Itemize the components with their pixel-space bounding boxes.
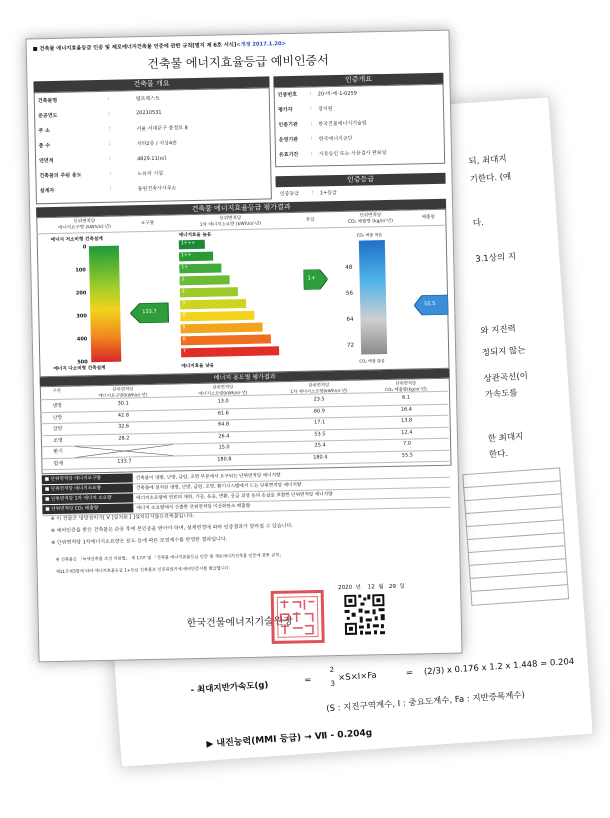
not-applicable-cross (75, 445, 173, 458)
req-tick-label: 0 (82, 244, 87, 251)
formula-eq: = (303, 675, 312, 686)
co2-gradient-bar (351, 238, 393, 357)
definition-term: ■ 단위면적당 에너지요구량 (42, 473, 133, 484)
cert-row-sep: : (310, 150, 313, 157)
usage-cell: 133.7 (117, 457, 132, 465)
definition-desc: 건축물에 설치된 냉방, 난방, 급탕, 조명, 환기시스템에서 드는 단위면적당 에너지량 (135, 482, 302, 492)
eval-title: 건축물 에너지효율등급 평가결과 (36, 199, 446, 218)
usage-cell: 28.2 (118, 434, 130, 442)
usage-cell: 53.5 (314, 430, 326, 438)
overview-row-value: 20210531 (136, 109, 162, 117)
req-tick-label: 400 (76, 336, 88, 343)
usage-cell: 61.6 (217, 409, 230, 417)
bg-text-line: 상관곡선(이 (483, 371, 529, 385)
overview-row-sep: : (108, 125, 111, 132)
grade-band-label: 1 (181, 277, 185, 283)
overview-row-value: 지하2층 / 지상4층 (136, 140, 178, 148)
overview-row-label: 연면적 (39, 157, 54, 165)
overview-row-sep: : (109, 170, 112, 177)
formula-eq2: = (405, 668, 414, 679)
definition-term: ■ 단위면적당 CO₂ 배출량 (42, 503, 133, 514)
usage-row-label: 난방 (52, 414, 63, 421)
grade-value: 1+등급 (319, 190, 337, 197)
legal-text-2: 제11조제3항에 따라 에너지효율등급 1+등급 건축물로 인증되었기에 예비인증서를 발급합니다. (55, 565, 231, 574)
definition-desc: 에너지 소요량에서 산출한 단위면적당 이산화탄소 배출량 (136, 503, 251, 512)
official-seal (270, 589, 325, 644)
usage-cell: 60.9 (313, 407, 326, 415)
formula-label: - 최대지반가속도(g) (190, 680, 269, 696)
eval-col-co2: 단위면적당 CO₂ 배출량 (kg/㎡·년) (347, 213, 394, 225)
grade-band (180, 299, 246, 309)
result-line: ▶ 내진능력(MMI 등급) → Ⅶ - 0.204g (206, 728, 373, 750)
cert-row-label: 인증기관 (278, 121, 298, 129)
cert-row-label: 평가자 (278, 106, 293, 114)
usage-cell: 42.8 (117, 411, 130, 419)
bg-text-line: 다. (472, 218, 485, 229)
note-correction: ※ 단위면적당 1차에너지소요량은 용도 등에 따른 보정계수를 반영한 결과입니다. (51, 536, 228, 547)
cert-row-value: 장지원 (317, 106, 333, 113)
usage-cell: 17.1 (313, 419, 326, 426)
formula-frac-den: 3 (330, 679, 336, 688)
grade-band-label: 2 (181, 289, 185, 295)
usage-cell: 32.6 (118, 423, 130, 430)
co2-bottom-label: CO₂ 배출 많음 (359, 358, 385, 364)
cert-row-sep: : (309, 105, 312, 112)
eval-col-primary: 단위면적당 1차 에너지소요량 (kWh/㎡·년) (199, 216, 262, 228)
usage-cell: 13.8 (400, 417, 413, 424)
req-tick-label: 500 (77, 359, 88, 366)
usage-cell: 25.4 (314, 442, 326, 449)
overview-row-sep: : (108, 155, 111, 162)
bg-text-line: 3.1상의 지 (474, 251, 517, 265)
definition-term: ■ 단위면적당 에너지소요량 (42, 483, 133, 494)
formula-frac-num: 2 (329, 665, 335, 674)
cert-row-value: 한국에너지공단 (318, 135, 353, 143)
overview-row-label: 주 소 (38, 128, 50, 135)
cert-row-label: 유효기간 (278, 151, 299, 159)
bg-text-line: 한다. (488, 448, 509, 461)
grade-top-label: 에너지효율 높음 (178, 232, 212, 239)
usage-cell: 180.4 (313, 453, 328, 461)
cert-row-sep: : (310, 135, 313, 142)
cert-row-label: 운영기관 (278, 136, 299, 144)
req-arrow-value: 133.7 (142, 308, 157, 316)
overview-row-sep: : (107, 95, 110, 102)
req-tick-label: 100 (75, 267, 86, 274)
usage-cell: 13.0 (217, 398, 229, 405)
bg-text-line: 와 지진력 (480, 324, 517, 337)
usage-row-label: 합계 (53, 460, 64, 467)
grade-band (181, 323, 263, 334)
co2-top-label: CO₂ 배출 적음 (356, 232, 383, 238)
issue-year-unit: 년 (355, 584, 361, 591)
cert-row-value: 한국건물에너지기술원 (318, 120, 367, 128)
usage-row-label: 환기 (53, 448, 64, 456)
overview-row-sep: : (109, 185, 112, 192)
req-tick-label: 200 (75, 290, 87, 297)
certificate-title: 건축물 에너지효율등급 예비인증서 (147, 53, 329, 71)
grade-band (180, 275, 230, 285)
bg-text-line: 기한다. (예 (469, 172, 512, 185)
note-preliminary: ※ 예비인증을 받은 건축물은 준공 후에 본인증을 받아야 하며, 설계변경에 따라 인증결과가 달라질 수 있습니다. (50, 523, 293, 535)
grade-band (180, 287, 238, 297)
bg-text-line: 되, 최대지 (468, 154, 507, 168)
grade-band (180, 311, 254, 322)
grade-band (181, 334, 271, 345)
grade-band-label: 1+ (181, 265, 189, 271)
usage-cell: 30.1 (117, 400, 129, 407)
usage-header-cell: 단위면적당 CO₂ 배출량(kg/㎡·년) (385, 381, 427, 394)
usage-cell: 12.4 (401, 428, 413, 436)
formula-value: (2/3) x 0.176 x 1.2 x 1.448 = 0.204 (423, 656, 575, 678)
overview-row-label: 층 수 (38, 143, 51, 150)
grade-band-label: 1+++ (180, 241, 196, 247)
eval-col-requirement: 단위면적당 에너지요구량 (kWh/㎡·년) (58, 219, 111, 231)
usage-row-label: 조명 (53, 437, 63, 444)
usage-cell: 15.0 (218, 444, 230, 451)
usage-cell: 23.5 (313, 396, 325, 403)
usage-row-label: 냉방 (52, 402, 63, 410)
co2-gradient-rect (359, 240, 387, 355)
usage-cell: 180.8 (217, 455, 232, 463)
usage-cell: 16.4 (400, 405, 412, 413)
definition-term: ■ 단위면적당 1차 에너지 소요량 (42, 493, 133, 504)
bg-text-line: 한 최대지 (487, 431, 524, 445)
co2-tick-label: 72 (346, 342, 355, 349)
usage-header-cell: 단위면적당 1차 에너지소요량(kWh/㎡·년) (290, 383, 348, 396)
overview-row-value: 4829.11(㎡) (137, 155, 167, 163)
co2-arrow-value: 55.5 (424, 300, 436, 308)
issue-date (338, 582, 405, 591)
grade-band-label: 4 (182, 313, 186, 319)
overview-row-value: 동원건축사사무소 (137, 185, 177, 193)
grade-sep: : (311, 189, 314, 196)
req-tick-label: 300 (76, 313, 87, 320)
grade-band-label: 1++ (181, 253, 192, 259)
definition-desc: 에너지소요량에 연료의 채취, 가공, 운송, 변환, 공급 과정 등의 손실을 포함한 단위면적당 에너지량 (136, 492, 333, 502)
grade-band-label: 3 (182, 301, 186, 307)
usage-row-label: 급탕 (52, 425, 63, 433)
usage-cell: 64.8 (217, 421, 230, 428)
eval-col-req-short: 요구량 (140, 220, 154, 227)
form-header (33, 40, 286, 52)
co2-tick-label: 64 (346, 316, 354, 323)
overview-row-label: 건축물의 주된 용도 (39, 172, 82, 180)
form-header-text: ■ 건축물 에너지효율등급 인증 및 제로에너지건축물 인증에 관한 규칙[별지 제 6호 서식] (32, 42, 237, 53)
cert-row-sep: : (309, 90, 312, 97)
grade-band-label: 6 (182, 337, 186, 343)
issue-month-unit: 월 (378, 584, 384, 591)
qr-code (342, 592, 387, 637)
grade-band (179, 263, 221, 273)
energy-certificate (26, 30, 463, 663)
grade-band (179, 252, 213, 262)
overview-title: 건축물 개요 (33, 76, 269, 92)
overview-row-label: 설계자 (39, 187, 55, 195)
formula-expr: ×S×I×Fa (337, 670, 378, 684)
issue-year: 2020 (338, 584, 353, 592)
grade-band-label: 5 (182, 325, 186, 331)
usage-header-cell: 구분 (52, 388, 62, 395)
overview-row-value: 서울 서대문구 충정로 8 (136, 125, 188, 133)
req-top-label: 에너지 저소비형 건축설계 (50, 236, 103, 244)
usage-header-cell: 단위면적당 에너지소요량(kWh/㎡·년) (198, 385, 248, 397)
grade-label: 인증등급 (279, 190, 300, 198)
form-revision: <개정 2017.1.20> (236, 41, 286, 49)
bg-text-line: 정되지 않는 (481, 345, 526, 359)
overview-row-value: 템프레스트 (135, 95, 161, 103)
req-gradient-rect (89, 246, 121, 363)
bg-table (462, 467, 569, 606)
grade-bottom-label: 에너지효율 낮음 (181, 363, 215, 370)
cert-row-label: 인증번호 (277, 91, 298, 99)
definition-desc: 건축물이 냉방, 난방, 급탕, 조명 부문에서 요구되는 단위면적당 에너지량 (135, 473, 281, 482)
usage-cell: 6.1 (402, 394, 411, 401)
eval-col-emission: 배출량 (421, 214, 435, 221)
issue-day-unit: 일 (399, 583, 405, 590)
overview-row-sep: : (108, 140, 111, 147)
issuer-name: 한국건물에너지기술원장 (186, 616, 294, 630)
overview-row-value: 노유자 시설 (137, 170, 164, 178)
note-cooling: ※ 이 건물은 냉방설비가[ V ]설치된 [ ]설치되지않은건축물입니다. (50, 513, 195, 523)
usage-cell: 7.0 (403, 440, 412, 447)
overview-row-label: 준공연도 (38, 112, 58, 120)
grade-band-label: 7 (183, 349, 187, 355)
req-bottom-label: 에너지 다소비형 건축설계 (53, 365, 106, 372)
grade-title: 인증등급 (275, 173, 445, 188)
overview-row-label: 건축물명 (37, 97, 58, 105)
usage-title: 에너지 용도별 평가결과 (40, 369, 450, 387)
co2-tick-label: 56 (345, 290, 353, 297)
formula-note: (S : 지진구역계수, I : 중요도계수, Fa : 지반증폭계수) (325, 690, 526, 715)
issue-day: 29 (388, 583, 397, 591)
co2-tick-label: 48 (345, 264, 353, 271)
usage-cell: 55.5 (401, 451, 413, 459)
issue-month: 12 (367, 584, 375, 591)
usage-header-cell: 단위면적당 에너지요구량(kWh/㎡·년) (98, 387, 148, 400)
cert-row-sep: : (310, 120, 313, 127)
cert-row-value: 20-비-에-1-0259 (317, 90, 357, 98)
legal-text-1: 위 건축물은 「녹색건축물 조성 지원법」 제 17조 및 「건축물 에너지효율등급 인증 및 제로에너지건축물 인증에 관한 규칙」 (55, 552, 284, 562)
overview-row-sep: : (108, 110, 110, 117)
grade-arrow-value: 1+ (307, 275, 316, 282)
cert-overview-title: 인증개요 (273, 73, 443, 88)
eval-col-grade: 등급 (305, 217, 315, 223)
cert-row-value: 사용승인 또는 사용검사 완료일 (318, 149, 387, 158)
bg-text-line: 가속도를 (484, 388, 518, 401)
usage-cell: 26.4 (218, 432, 230, 440)
grade-band (179, 240, 205, 250)
